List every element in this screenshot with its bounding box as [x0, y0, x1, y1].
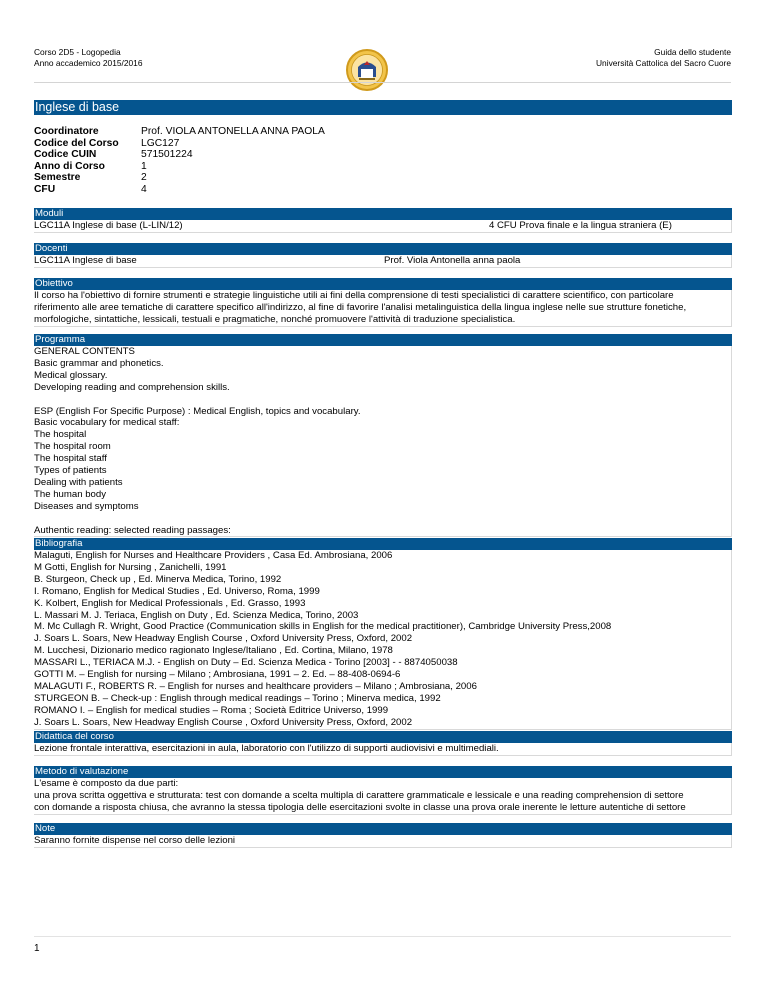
text-line: Authentic reading: selected reading passages: — [34, 524, 231, 536]
bibliografia-list — [34, 550, 732, 730]
info-row — [34, 138, 325, 150]
programma-heading: Programma — [34, 334, 732, 346]
header-divider — [34, 82, 731, 83]
bibliography-entry: MALAGUTI F., ROBERTS R. – English for nurses and healthcare providers – Milano ; Ambrosiana, 2006 — [34, 680, 477, 692]
text-line: ESP (English For Specific Purpose) : Medical English, topics and vocabulary. — [34, 405, 361, 417]
bibliography-entry: MASSARI L., TERIACA M.J. - English on Duty – Ed. Scienza Medica - Torino [2003] - - 8874050038 — [34, 657, 458, 669]
info-label: Anno di Corso — [34, 160, 105, 172]
text-line: riferimento alle aree tematiche di carattere specifico all'indirizzo, al fine di favorire l'analisi metalinguistica della lingua inglese nelle sue strutture fonetiche, — [34, 301, 687, 313]
bibliography-entry: STURGEON B. – Check-up : English through medical readings – Torino ; Minerva medica, 1992 — [34, 692, 441, 704]
blank-line — [34, 513, 731, 525]
programma-text — [34, 346, 732, 537]
header-right — [596, 47, 731, 69]
bibliography-entry: I. Romano, English for Medical Studies , Ed. Universo, Roma, 1999 — [34, 585, 320, 597]
text-line: Lezione frontale interattiva, esercitazioni in aula, laboratorio con l'utilizzo di supporti audiovisivi e multimediali. — [34, 743, 499, 754]
text-line: Basic grammar and phonetics. — [34, 357, 164, 369]
text-line: Il corso ha l'obiettivo di fornire strumenti e strategie linguistiche utili ai fini della comprensione di testi specialistici di carattere scientifico, con particolare — [34, 290, 674, 301]
text-line: Dealing with patients — [34, 476, 123, 488]
text-line: con domande a risposta chiusa, che avranno la stessa tipologia delle esercitazioni svolte in classe una prova orale inerente le letture autentiche di settore — [34, 801, 686, 813]
text-line: morfologiche, sintattiche, lessicali, testuali e pragmatiche, nonché promuovere l'attività di traduzione specialistica. — [34, 313, 516, 325]
docenti-row — [34, 255, 732, 268]
info-value: Prof. VIOLA ANTONELLA ANNA PAOLA — [141, 126, 325, 137]
course-info-table — [34, 126, 325, 195]
didattica-heading: Didattica del corso — [34, 731, 732, 743]
header-left — [34, 47, 143, 69]
bibliography-entry: M Gotti, English for Nursing , Zanichelli, 1991 — [34, 561, 227, 573]
info-value: LGC127 — [141, 137, 180, 149]
text-line: L'esame è composto da due parti: — [34, 778, 179, 789]
text-line: Medical glossary. — [34, 369, 108, 381]
academic-year: Anno accademico 2015/2016 — [34, 58, 143, 68]
course-name: Corso 2D5 - Logopedia — [34, 47, 121, 57]
valutazione-heading: Metodo di valutazione — [34, 766, 732, 778]
info-label: CFU — [34, 183, 56, 195]
text-line: Diseases and symptoms — [34, 500, 139, 512]
bibliography-entry: L. Massari M. J. Teriaca, English on Duty , Ed. Scienza Medica, Torino, 2003 — [34, 609, 359, 621]
teacher-name: Prof. Viola Antonella anna paola — [384, 255, 521, 266]
info-label: Coordinatore — [34, 126, 99, 137]
text-line: The hospital — [34, 429, 87, 441]
valutazione-text — [34, 778, 732, 815]
text-line: The hospital room — [34, 441, 111, 453]
course-title: Inglese di base — [34, 100, 732, 115]
obiettivo-heading: Obiettivo — [34, 278, 732, 290]
note-heading: Note — [34, 823, 732, 835]
info-row — [34, 161, 325, 173]
text-line: Basic vocabulary for medical staff: — [34, 417, 180, 429]
text-line: Developing reading and comprehension skills. — [34, 381, 230, 393]
blank-line — [34, 394, 731, 406]
moduli-row — [34, 220, 732, 233]
bibliography-entry: K. Kolbert, English for Medical Professionals , Ed. Grasso, 1993 — [34, 597, 306, 609]
info-label: Semestre — [34, 172, 81, 183]
text-line: The hospital staff — [34, 453, 107, 465]
bibliography-entry: Malaguti, English for Nurses and Healthcare Providers , Casa Ed. Ambrosiana, 2006 — [34, 550, 393, 561]
bibliography-entry: GOTTI M. – English for nursing – Milano ; Ambrosiana, 1991 – 2. Ed. – 88-408-0694-6 — [34, 669, 401, 681]
footer-divider — [34, 936, 731, 937]
info-row — [34, 184, 325, 196]
info-value: 1 — [141, 160, 147, 172]
text-line: una prova scritta oggettiva e strutturata: test con domande a scelta multipla di carattere grammaticale e lessicale e una reading comprehension di settore — [34, 789, 684, 801]
teaching-module: LGC11A Inglese di base — [34, 255, 137, 266]
info-value: 2 — [141, 172, 147, 183]
info-label: Codice CUIN — [34, 149, 97, 160]
bibliography-entry: M. Lucchesi, Dizionario medico ragionato Inglese/Italiano , Ed. Cortina, Milano, 1978 — [34, 645, 393, 657]
didattica-text — [34, 743, 732, 756]
info-row — [34, 172, 325, 184]
bibliography-entry: J. Soars L. Soars, New Headway English Course , Oxford University Press, Oxford, 2002 — [34, 716, 413, 728]
info-row — [34, 149, 325, 161]
module-name: LGC11A Inglese di base (L-LIN/12) — [34, 220, 183, 231]
text-line: Types of patients — [34, 465, 107, 477]
bibliography-entry: B. Sturgeon, Check up , Ed. Minerva Medica, Torino, 1992 — [34, 573, 282, 585]
info-value: 571501224 — [141, 149, 193, 160]
university-name: Università Cattolica del Sacro Cuore — [596, 58, 731, 68]
page-number: 1 — [34, 943, 40, 954]
text-line: Saranno fornite dispense nel corso delle lezioni — [34, 835, 236, 846]
moduli-heading: Moduli — [34, 208, 732, 220]
bibliografia-heading: Bibliografia — [34, 538, 732, 550]
info-row — [34, 126, 325, 138]
guide-title: Guida dello studente — [654, 47, 731, 57]
text-line: GENERAL CONTENTS — [34, 346, 135, 357]
module-cfu: 4 CFU Prova finale e la lingua straniera (E) — [489, 220, 672, 231]
bibliography-entry: J. Soars L. Soars, New Headway English Course , Oxford University Press, Oxford, 2002 — [34, 633, 413, 645]
bibliography-entry: M. Mc Cullagh R. Wright, Good Practice (Communication skills in English for the medical practitioner), Cambridge University Press,2008 — [34, 621, 612, 633]
bibliography-entry: ROMANO I. – English for medical studies – Roma ; Società Editrice Universo, 1999 — [34, 704, 389, 716]
info-value: 4 — [141, 183, 147, 195]
docenti-heading: Docenti — [34, 243, 732, 255]
obiettivo-text — [34, 290, 732, 327]
info-label: Codice del Corso — [34, 137, 119, 149]
university-seal-logo — [345, 48, 389, 92]
text-line: The human body — [34, 488, 106, 500]
note-text — [34, 835, 732, 848]
